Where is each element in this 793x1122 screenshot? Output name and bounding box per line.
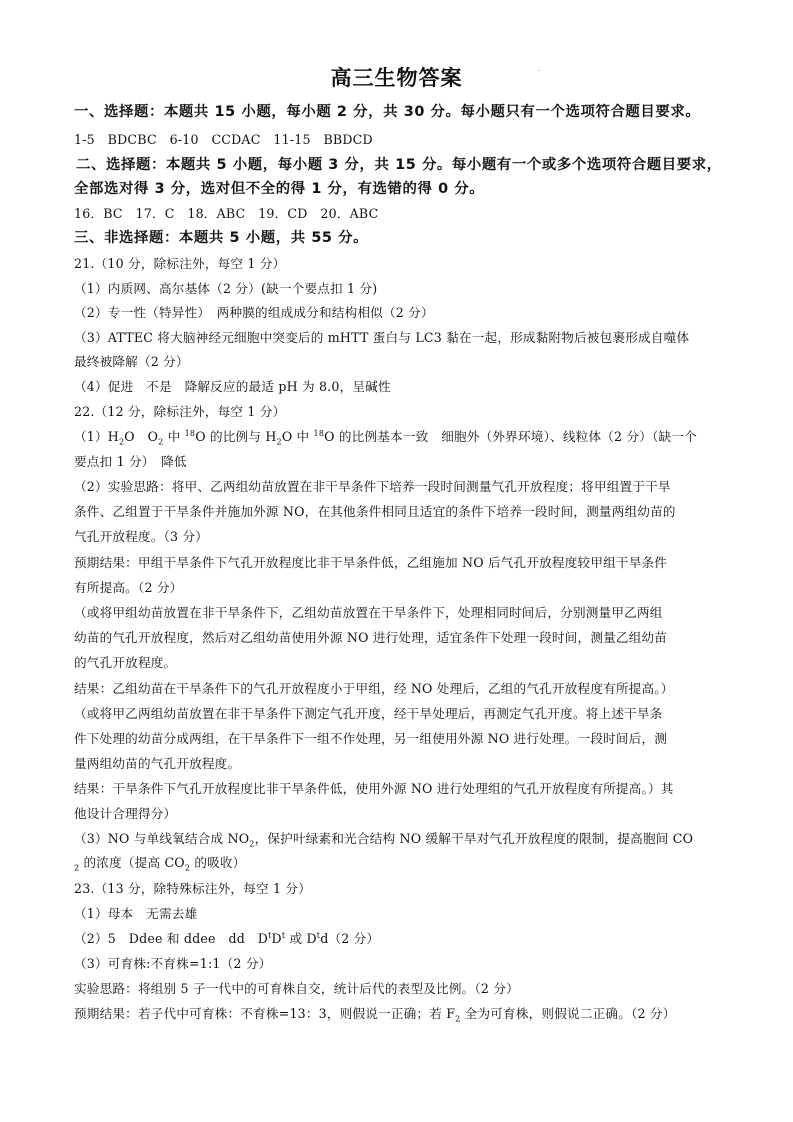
q22-alternative-1-line-3: 的气孔开放程度。 [74, 655, 177, 670]
q23-experiment-idea: 实验思路：将组别 5 子一代中的可育株自交，统计后代的表型及比例。（2 分） [74, 981, 519, 996]
q22-answer-1-line-2: 要点扣 1 分） 降低 [74, 454, 187, 469]
section-1-answers: 1-5 BDCBC 6-10 CCDAC 11-15 BBDCD [74, 132, 373, 147]
q22-answer-3-line-1: （3）NO 与单线氧结合成 $NO_2$，保护叶绿素和光合结构 NO 缓解干旱对气孔开放程度的限制，提高胞间 CO [74, 831, 694, 849]
section-2-heading-line-1: 二、选择题：本题共 5 小题，每小题 3 分，共 15 分。每小题有一个或多个选项符合题目要求， [76, 157, 722, 173]
section-1-heading: 一、选择题：本题共 15 小题，每小题 2 分，共 30 分。每小题只有一个选项符合题目要求。 [74, 104, 701, 120]
q22-alternative-2-line-3: 量两组幼苗的气孔开放程度。 [74, 756, 241, 771]
q23-answer-2: （2）5 Ddee 和 ddee dd $D^tD^t$ 或 $D^td(2$ 分） [74, 930, 380, 946]
q22-answer-2-line-2: 条件、乙组置于干旱条件并施加外源 NO，在其他条件相同且适宜的条件下培养一段时间，测量两组幼苗的 [74, 504, 676, 519]
q22-answer-1-line-1: $(1)H_2O$ $O_2$ 中 $^{18}$O 的比例与 $H_2O$ 中 $^{18}$O 的比例基本一致 细胞外（外界环境）、线粒体（2 分）（缺一个 [74, 428, 697, 447]
q21-answer-3-line-1: （3）ATTEC 将大脑神经元细胞中突变后的 mHTT 蛋白与 LC3 黏在一起，形成黏附物后被包裹形成自噬体 [74, 330, 690, 345]
q23-answer-3: （3）可育株:不育株=1:1（2 分） [74, 956, 272, 971]
q21-answer-1: （1）内质网、高尔基体（2 分）(缺一个要点扣 1 分) [74, 281, 378, 296]
q23-expected-result: 预期结果：若子代中可育株：不育株=13：3，则假说一正确；若 $F_2$ 全为可育株，则假说二正确。（2 分） [74, 1006, 676, 1024]
page-title: 高三生物答案 [330, 66, 463, 90]
q22-result-2-line-2: 他设计合理得分） [74, 806, 177, 821]
section-3-heading: 三、非选择题：本题共 5 小题，共 55 分。 [74, 230, 369, 246]
q21-answer-4: （4）促进 不是 降解反应的最适 pH 为 8.0，呈碱性 [74, 379, 391, 394]
q22-prediction-line-1: 预期结果：甲组干旱条件下气孔开放程度比非干旱条件低，乙组施加 NO 后气孔开放程度较甲组干旱条件 [74, 555, 668, 570]
scan-speck: . [538, 66, 540, 73]
q22-result-1: 结果：乙组幼苗在干旱条件下的气孔开放程度小于甲组，经 NO 处理后，乙组的气孔开放程度有所提高。） [74, 681, 674, 696]
q21-heading: 21.（10 分，除标注外，每空 1 分） [74, 256, 286, 271]
q22-prediction-line-2: 有所提高。（2 分） [74, 580, 183, 595]
q22-alternative-2-line-1: （或将甲乙两组幼苗放置在非干旱条件下测定气孔开度，经干旱处理后，再测定气孔开度。将上述干旱条 [74, 706, 663, 721]
q22-result-2-line-1: 结果：干旱条件下气孔开放程度比非干旱条件低，使用外源 NO 进行处理组的气孔开放程度有所提高。）其 [74, 781, 674, 796]
q22-answer-2-line-1: （2）实验思路：将甲、乙两组幼苗放置在非干旱条件下培养一段时间测量气孔开放程度；将甲组置于干旱 [74, 479, 671, 494]
q21-answer-3-line-2: 最终被降解（2 分） [74, 354, 189, 369]
q22-alternative-1-line-2: 幼苗的气孔开放程度，然后对乙组幼苗使用外源 NO 进行处理，适宜条件下处理一段时间，测量乙组幼苗 [74, 630, 668, 645]
q22-heading: 22.（12 分，除标注外，每空 1 分） [74, 404, 286, 419]
q23-answer-1: （1）母本 无需去雄 [74, 906, 198, 921]
q22-answer-2-line-3: 气孔开放程度。（3 分） [74, 529, 209, 544]
q23-heading: 23.（13 分，除特殊标注外，每空 1 分） [74, 881, 311, 896]
q21-answer-2: （2）专一性（特异性） 两种膜的组成成分和结构相似（2 分） [74, 305, 434, 320]
section-2-answers: 16．BC 17．C 18．ABC 19．CD 20．ABC [74, 206, 379, 221]
q22-alternative-2-line-2: 件下处理的幼苗分成两组，在干旱条件下一组不作处理，另一组使用外源 NO 进行处理。一段时间后，测 [74, 731, 668, 746]
q22-answer-3-line-2: $_2$ 的浓度（提高 $CO_2$ 的吸收） [74, 855, 246, 873]
section-2-heading-line-2: 全部选对得 3 分，选对但不全的得 1 分，有选错的得 0 分。 [74, 181, 485, 197]
q22-alternative-1-line-1: （或将甲组幼苗放置在非干旱条件下，乙组幼苗放置在干旱条件下，处理相同时间后，分别测量甲乙两组 [74, 605, 663, 620]
